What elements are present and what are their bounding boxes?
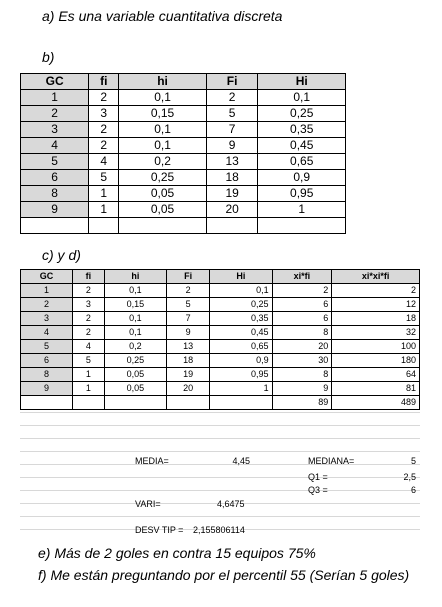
label-b: b) — [42, 49, 55, 65]
table-b-cell: 0,1 — [119, 122, 207, 138]
table-c-cell: 9 — [167, 326, 210, 340]
table-b-cell: 0,25 — [119, 170, 207, 186]
table-c-cell: 2 — [332, 284, 420, 298]
table-c-cell: 3 — [73, 298, 105, 312]
table-c-cell: 2 — [73, 326, 105, 340]
table-b-cell: 0,05 — [119, 202, 207, 218]
table-c-cell: 1 — [210, 382, 272, 396]
table-b-cell: 9 — [21, 202, 89, 218]
table-b-empty-row — [21, 218, 346, 234]
table-b-row — [21, 154, 346, 170]
table-c-cell: 18 — [332, 312, 420, 326]
table-b-cell: 3 — [89, 106, 119, 122]
table-b-cell: 2 — [89, 138, 119, 154]
table-b-cell: 0,35 — [258, 122, 346, 138]
table-c-cell: 3 — [21, 312, 73, 326]
answer-a: a) Es una variable cuantitativa discreta — [42, 8, 283, 24]
table-c-row — [21, 326, 420, 340]
label-cd: c) y d) — [42, 247, 81, 263]
table-c-cell: 1 — [21, 284, 73, 298]
table-c-cell: 32 — [332, 326, 420, 340]
table-c-row — [21, 312, 420, 326]
table-b-row — [21, 90, 346, 106]
desv-tip-label: DESV TIP = — [135, 525, 184, 535]
table-b-cell: 1 — [21, 90, 89, 106]
table-c-cell: 18 — [167, 354, 210, 368]
table-c-cell: 2 — [73, 312, 105, 326]
table-c-cell: 5 — [21, 340, 73, 354]
table-c-empty-cell — [104, 396, 166, 410]
table-c-cell: 81 — [332, 382, 420, 396]
mediana-value: 5 — [410, 456, 416, 466]
table-c-empty-cell — [21, 396, 73, 410]
table-c-cell: 1 — [73, 368, 105, 382]
table-c-cell: 0,25 — [104, 354, 166, 368]
table-c-row — [21, 298, 420, 312]
table-b-cell: 3 — [21, 122, 89, 138]
table-c-cell: 4 — [73, 340, 105, 354]
media-label: MEDIA= — [135, 456, 169, 466]
table-b-cell: 0,9 — [258, 170, 346, 186]
table-b-empty-cell — [21, 218, 89, 234]
mediana-label: MEDIANA= — [308, 456, 355, 466]
table-b-cell: 5 — [206, 106, 258, 122]
table-c-cell: 6 — [272, 298, 332, 312]
table-c-row — [21, 382, 420, 396]
vari-value: 4,6475 — [217, 499, 245, 509]
table-b-cell: 1 — [89, 186, 119, 202]
table-c-cell: 20 — [167, 382, 210, 396]
total-xi-xi-fi: 489 — [332, 396, 420, 410]
q3-value: 6 — [410, 485, 416, 495]
table-c-cell: 0,95 — [210, 368, 272, 382]
table-c-cell: 100 — [332, 340, 420, 354]
table-b-row — [21, 106, 346, 122]
table-c-cell: 1 — [73, 382, 105, 396]
table-b-cell: 2 — [89, 122, 119, 138]
table-c-empty-cell — [210, 396, 272, 410]
vari-label: VARI= — [135, 499, 161, 509]
table-b-cell: 0,1 — [119, 138, 207, 154]
table-b-cell: 5 — [21, 154, 89, 170]
table-b-cell: 20 — [206, 202, 258, 218]
table-b-cell: 1 — [258, 202, 346, 218]
table-c-header: hi — [104, 270, 166, 284]
table-c-cell: 12 — [332, 298, 420, 312]
table-c-cell: 7 — [167, 312, 210, 326]
table-b-row — [21, 122, 346, 138]
table-c-cell: 13 — [167, 340, 210, 354]
table-b-row — [21, 170, 346, 186]
table-c-cell: 0,1 — [210, 284, 272, 298]
table-b-cell: 0,05 — [119, 186, 207, 202]
table-c-row — [21, 284, 420, 298]
q1-label: Q1 = — [308, 472, 328, 482]
table-b-header: Fi — [206, 74, 258, 90]
table-c-cell: 8 — [21, 368, 73, 382]
table-c-cell: 0,05 — [104, 382, 166, 396]
table-b-cell: 0,1 — [119, 90, 207, 106]
table-c-empty-cell — [73, 396, 105, 410]
table-c-header: xi*fi — [272, 270, 332, 284]
table-b-header: fi — [89, 74, 119, 90]
answer-f: f) Me están preguntando por el percentil 55 (Serían 5 goles) — [38, 567, 410, 583]
table-c-cell: 30 — [272, 354, 332, 368]
table-c-cell: 0,2 — [104, 340, 166, 354]
table-c-cell: 2 — [167, 284, 210, 298]
frequency-table-b — [20, 73, 346, 234]
table-c-cell: 0,1 — [104, 326, 166, 340]
table-c-header: xi*xi*fi — [332, 270, 420, 284]
table-b-cell: 2 — [21, 106, 89, 122]
table-c-row — [21, 340, 420, 354]
table-c-cell: 64 — [332, 368, 420, 382]
table-b-cell: 4 — [21, 138, 89, 154]
total-xi-fi: 89 — [272, 396, 332, 410]
table-b-empty-cell — [258, 218, 346, 234]
desv-tip-value: 2,155806114 — [193, 525, 245, 535]
table-b-cell: 2 — [206, 90, 258, 106]
table-c-cell: 0,65 — [210, 340, 272, 354]
table-b-cell: 2 — [89, 90, 119, 106]
table-b-cell: 9 — [206, 138, 258, 154]
table-b-cell: 4 — [89, 154, 119, 170]
table-b-cell: 13 — [206, 154, 258, 170]
table-b-cell: 6 — [21, 170, 89, 186]
table-c-cell: 0,1 — [104, 312, 166, 326]
table-c-cell: 180 — [332, 354, 420, 368]
table-c-cell: 2 — [272, 284, 332, 298]
table-c-header: fi — [73, 270, 105, 284]
stats-grid — [20, 412, 420, 542]
table-c-header: Fi — [167, 270, 210, 284]
table-c-cell: 6 — [272, 312, 332, 326]
table-b-header: GC — [21, 74, 89, 90]
table-c-cell: 8 — [272, 368, 332, 382]
table-b-cell: 0,95 — [258, 186, 346, 202]
table-c-empty-cell — [167, 396, 210, 410]
table-c-cell: 0,35 — [210, 312, 272, 326]
table-c-cell: 4 — [21, 326, 73, 340]
table-b-row — [21, 202, 346, 218]
table-b-cell: 1 — [89, 202, 119, 218]
table-b-empty-cell — [119, 218, 207, 234]
table-c-cell: 19 — [167, 368, 210, 382]
table-b-cell: 8 — [21, 186, 89, 202]
table-c-cell: 20 — [272, 340, 332, 354]
table-c-cell: 9 — [272, 382, 332, 396]
table-c-header: Hi — [210, 270, 272, 284]
table-b-cell: 19 — [206, 186, 258, 202]
table-c-cell: 0,1 — [104, 284, 166, 298]
table-b-header: Hi — [258, 74, 346, 90]
table-b-cell: 0,2 — [119, 154, 207, 170]
table-c-row — [21, 368, 420, 382]
table-c-cell: 9 — [21, 382, 73, 396]
table-c-cell: 0,9 — [210, 354, 272, 368]
q1-value: 2,5 — [403, 472, 416, 482]
table-b-header: hi — [119, 74, 207, 90]
table-c-cell: 6 — [21, 354, 73, 368]
table-b-cell: 0,25 — [258, 106, 346, 122]
table-c-totals-row — [21, 396, 420, 410]
media-value: 4,45 — [232, 456, 250, 466]
answer-e: e) Más de 2 goles en contra 15 equipos 75% — [38, 545, 316, 561]
table-c-cell: 2 — [73, 284, 105, 298]
table-c-header: GC — [21, 270, 73, 284]
table-b-cell: 0,1 — [258, 90, 346, 106]
table-b-cell: 5 — [89, 170, 119, 186]
table-b-cell: 18 — [206, 170, 258, 186]
table-c-cell: 0,05 — [104, 368, 166, 382]
frequency-table-c — [20, 269, 420, 410]
q3-label: Q3 = — [308, 485, 328, 495]
table-c-cell: 0,25 — [210, 298, 272, 312]
table-c-cell: 8 — [272, 326, 332, 340]
table-c-cell: 5 — [167, 298, 210, 312]
table-b-cell: 0,15 — [119, 106, 207, 122]
table-b-cell: 0,45 — [258, 138, 346, 154]
table-c-cell: 5 — [73, 354, 105, 368]
table-b-empty-cell — [89, 218, 119, 234]
table-b-row — [21, 138, 346, 154]
table-c-cell: 0,15 — [104, 298, 166, 312]
table-c-row — [21, 354, 420, 368]
table-b-cell: 0,65 — [258, 154, 346, 170]
table-c-cell: 2 — [21, 298, 73, 312]
table-b-row — [21, 186, 346, 202]
table-c-cell: 0,45 — [210, 326, 272, 340]
table-b-empty-cell — [206, 218, 258, 234]
table-b-cell: 7 — [206, 122, 258, 138]
